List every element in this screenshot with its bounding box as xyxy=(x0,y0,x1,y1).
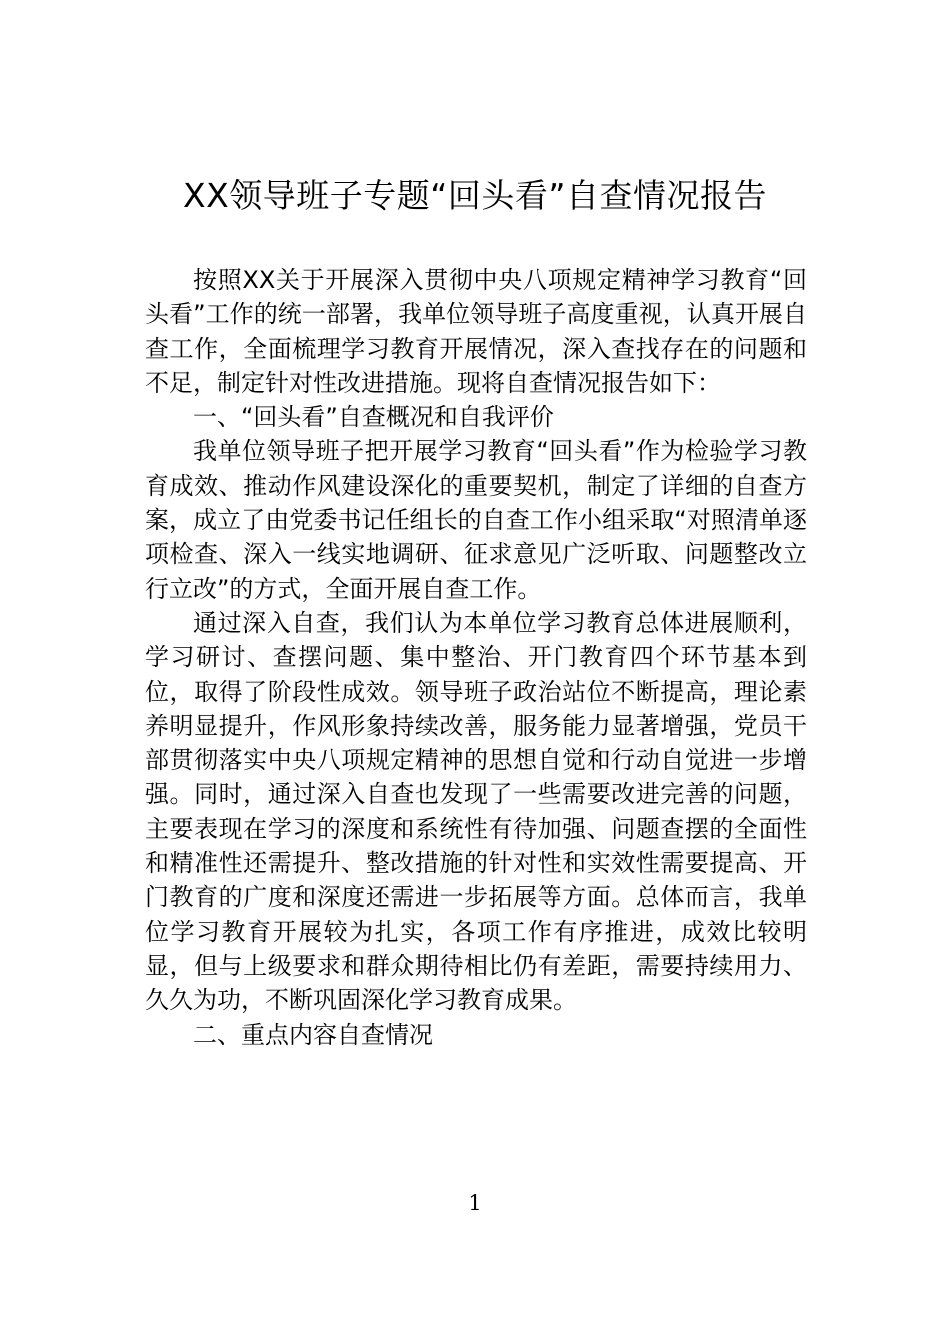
document-body xyxy=(145,263,807,1052)
document-title: XX领导班子专题“回头看”自查情况报告 xyxy=(183,176,767,215)
intro-paragraph: 按照XX关于开展深入贯彻中央八项规定精神学习教育“回头看”工作的统一部署，我单位领导班子高度重视，认真开展自查工作，全面梳理学习教育开展情况，深入查找存在的问题和不足，制定针对性改进措施。现将自查情况报告如下： xyxy=(145,266,807,397)
page-number: 1 xyxy=(468,1191,482,1215)
section-1-paragraph-2: 通过深入自查，我们认为本单位学习教育总体进展顺利，学习研讨、查摆问题、集中整治、开门教育四个环节基本到位，取得了阶段性成效。领导班子政治站位不断提高，理论素养明显提升，作风形象持续改善，服务能力显著增强，党员干部贯彻落实中央八项规定精神的思想自觉和行动自觉进一步增强。同时，通过深入自查也发现了一些需要改进完善的问题，主要表现在学习的深度和系统性有待加强、问题查摆的全面性和精准性还需提升、整改措施的针对性和实效性需要提高、开门教育的广度和深度还需进一步拓展等方面。总体而言，我单位学习教育开展较为扎实，各项工作有序推进，成效比较明显，但与上级要求和群众期待相比仍有差距，需要持续用力、久久为功，不断巩固深化学习教育成果。 xyxy=(145,608,807,1015)
section-heading-1: 一、“回头看”自查概况和自我评价 xyxy=(193,403,554,432)
section-heading-2: 二、重点内容自查情况 xyxy=(193,1020,433,1049)
section-1-paragraph-1: 我单位领导班子把开展学习教育“回头看”作为检验学习教育成效、推动作风建设深化的重要契机，制定了详细的自查方案，成立了由党委书记任组长的自查工作小组采取“对照清单逐项检查、深入一线实地调研、征求意见广泛听取、问题整改立行立改”的方式，全面开展自查工作。 xyxy=(145,437,807,603)
